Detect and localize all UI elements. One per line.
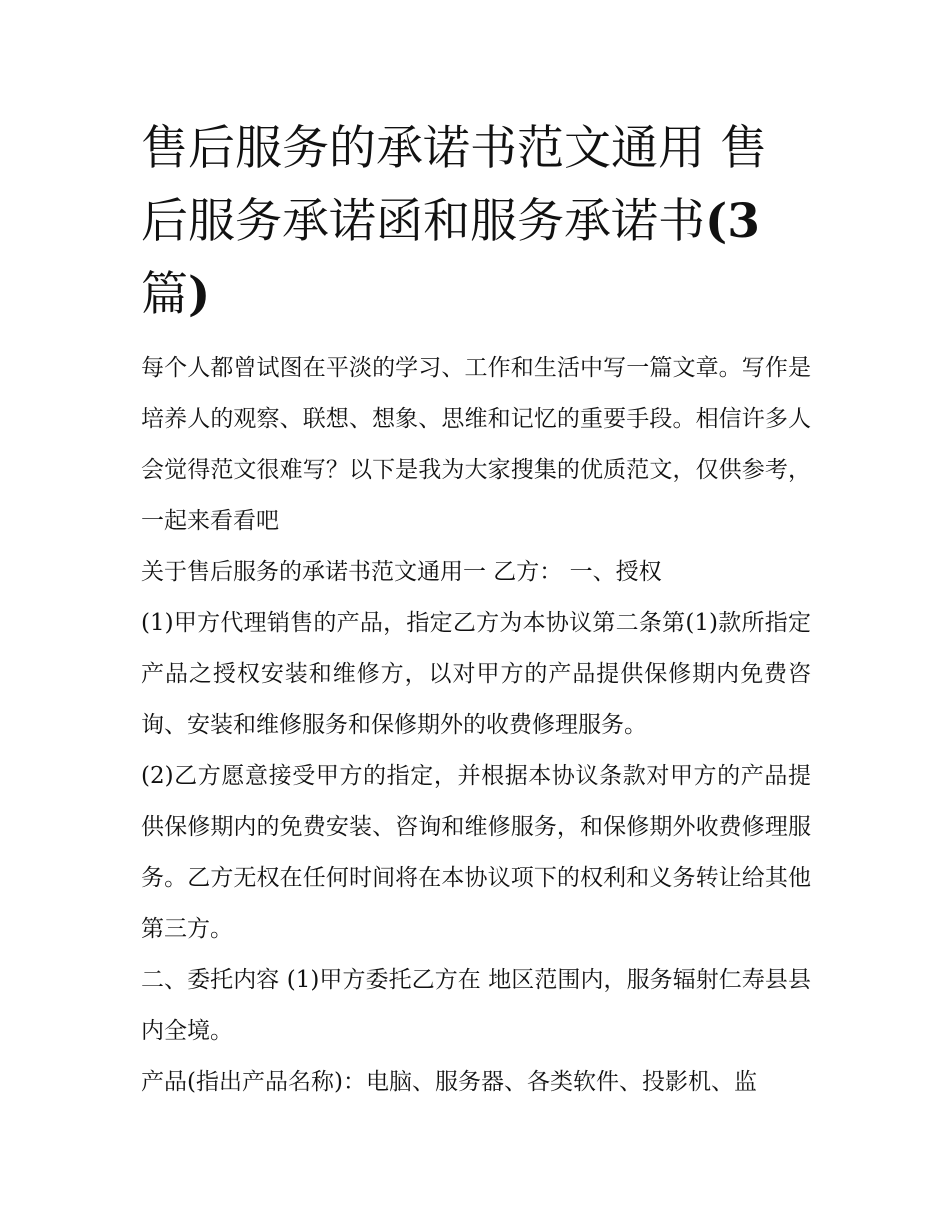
title-text-bold-close: ) <box>188 267 211 322</box>
document-title <box>141 112 811 331</box>
document-content <box>141 112 811 1108</box>
entrustment-clause: 二、委托内容 (1)甲方委托乙方在 地区范围内，服务辐射仁寿县县内全境。 <box>141 967 811 1044</box>
authorization-clause-1: (1)甲方代理销售的产品，指定乙方为本协议第二条第(1)款所指定产品之授权安装和维修方，以对甲方的产品提供保修期内免费咨询、安装和维修服务和保修期外的收费修理服务。 <box>141 610 811 738</box>
section-heading-paragraph: 关于售后服务的承诺书范文通用一 乙方： 一、授权 <box>141 559 662 585</box>
title-text-pian: 篇 <box>141 267 188 322</box>
authorization-clause-2: (2)乙方愿意接受甲方的指定，并根据本协议条款对甲方的产品提供保修期内的免费安装、咨询和维修服务，和保修期外收费修理服务。乙方无权在任何时间将在本协议项下的权利和义务转让给其他第三方。 <box>141 763 811 942</box>
products-clause: 产品(指出产品名称)：电脑、服务器、各类软件、投影机、监 <box>141 1069 757 1095</box>
title-text-bold-open: (3 <box>705 194 760 249</box>
title-text-main: 售后服务的承诺书范文通用 售后服务承诺函和服务承诺书 <box>141 121 767 249</box>
intro-paragraph: 每个人都曾试图在平淡的学习、工作和生活中写一篇文章。写作是培养人的观察、联想、想象、思维和记忆的重要手段。相信许多人会觉得范文很难写？以下是我为大家搜集的优质范文，仅供参考，一起来看看吧 <box>141 355 811 534</box>
